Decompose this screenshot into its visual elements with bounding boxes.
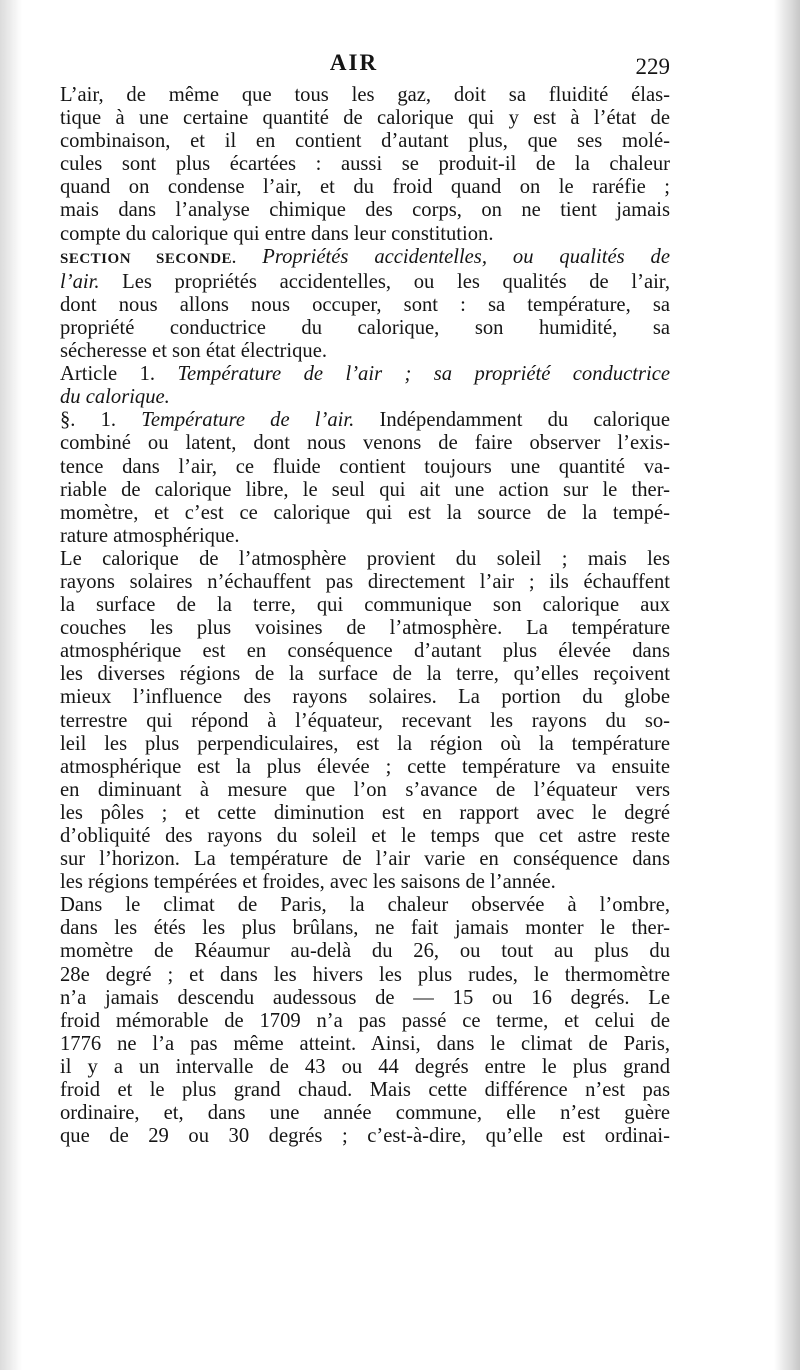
text-line [38, 246, 670, 271]
text-line: cules sont plus écartées : aussi se produit-il de la chaleur [60, 153, 670, 176]
text-line: les pôles ; et cette diminution est en rapport avec le degré [60, 801, 670, 824]
page-header [38, 50, 670, 84]
text-line: sur l’horizon. La température de l’air varie en conséquence dans [60, 848, 670, 871]
text-line: quand on condense l’air, et du froid quand on le raréfie ; [60, 176, 670, 199]
text-line: dans les étés les plus brûlans, ne fait jamais monter le ther- [60, 917, 670, 940]
text-line: rayons solaires n’échauffent pas directement l’air ; ils échauffent [60, 570, 670, 593]
text-line: tence dans l’air, ce fluide contient toujours une quantité va- [60, 455, 670, 478]
paragraph-mark: §. 1. [60, 409, 117, 432]
text-line: tique à une certaine quantité de calorique qui y est à l’état de [60, 107, 670, 130]
text-line [38, 363, 670, 386]
text-line: mais dans l’analyse chimique des corps, on ne tient jamais [60, 199, 670, 222]
text-line: propriété conductrice du calorique, son humidité, sa [60, 316, 670, 339]
section-heading-paragraph [38, 246, 670, 363]
text-line: atmosphérique est la plus élevée ; cette température va ensuite [60, 755, 670, 778]
paragraph-solar-heat [38, 548, 670, 894]
text-line [38, 271, 670, 294]
text-line: n’a jamais descendu audessous de — 15 ou 16 degrés. Le [60, 986, 670, 1009]
text-line: riable de calorique libre, le seul qui ait une action sur le ther- [60, 478, 670, 501]
text-line: il y a un intervalle de 43 ou 44 degrés entre le plus grand [60, 1055, 670, 1078]
text-line [38, 386, 670, 409]
text-line: les régions tempérées et froides, avec les saisons de l’année. [60, 871, 556, 894]
text-line: L’air, de même que tous les gaz, doit sa fluidité élas- [60, 84, 670, 106]
paragraph-air-elasticity [38, 84, 670, 246]
text-line: les diverses régions de la surface de la terre, qu’elles reçoivent [60, 663, 670, 686]
body-text [38, 84, 670, 1148]
subsection-text: Indépendamment du calorique [354, 409, 670, 432]
text-line: combiné ou latent, dont nous venons de faire observer l’exis- [60, 432, 670, 455]
section-title: Propriétés accidentelles, ou qualités de [262, 245, 670, 268]
text-line: froid mémorable de 1709 n’a pas passé ce terme, et celui de [60, 1009, 670, 1032]
text-line [38, 409, 670, 432]
text-line: que de 29 ou 30 degrés ; c’est-à-dire, qu’elle est ordinai- [60, 1125, 670, 1148]
text-line: d’obliquité des rayons du soleil et le temps que cet astre reste [60, 825, 670, 847]
text-line: compte du calorique qui entre dans leur constitution. [60, 222, 494, 245]
text-line: froid et le plus grand chaud. Mais cette différence n’est pas [60, 1079, 670, 1102]
text-line: leil les plus perpendiculaires, est la région où la température [60, 732, 670, 755]
text-line: atmosphérique est en conséquence d’autant plus élevée dans [60, 640, 670, 663]
article-title: Température de l’air ; sa propriété conductrice [177, 363, 670, 386]
text-line: 1776 ne l’a pas même atteint. Ainsi, dans le climat de Paris, [60, 1032, 670, 1055]
text-line: couches les plus voisines de l’atmosphère. La température [60, 617, 670, 640]
text-line: dont nous allons nous occuper, sont : sa température, sa [60, 293, 670, 316]
running-head: AIR [329, 50, 379, 75]
text-line: Le calorique de l’atmosphère provient du soleil ; mais les [60, 547, 670, 570]
text-line: en diminuant à mesure que l’on s’avance de l’équateur vers [60, 778, 670, 801]
text-line: momètre de Réaumur au-delà du 26, ou tout au plus du [60, 940, 670, 963]
text-line: la surface de la terre, qui communique son calorique aux [60, 594, 670, 617]
article-label: Article 1. [60, 363, 156, 386]
section-text: Les propriétés accidentelles, ou les qualités de l’air, [99, 270, 670, 293]
page-number: 229 [635, 54, 670, 79]
text-line: rature atmosphérique. [60, 524, 240, 547]
text-line: combinaison, et il en contient d’autant plus, que ses molé- [60, 130, 670, 153]
text-line: momètre, et c’est ce calorique qui est la source de la tempé- [60, 501, 670, 524]
text-line: ordinaire, et, dans une année commune, elle n’est guère [60, 1102, 670, 1125]
subsection-title: Température de l’air. [141, 409, 355, 432]
paragraph-temperature [38, 409, 670, 548]
section-title-continued: l’air. [60, 270, 100, 293]
text-line: Dans le climat de Paris, la chaleur observée à l’ombre, [60, 894, 670, 917]
section-label: SECTION SECONDE. [60, 250, 237, 267]
article-title-continued: du calorique. [60, 386, 170, 409]
text-line: mieux l’influence des rayons solaires. La portion du globe [60, 686, 670, 709]
paragraph-paris-climate [38, 894, 670, 1148]
article-heading [38, 363, 670, 409]
text-line: sécheresse et son état électrique. [60, 340, 328, 363]
text-line: 28e degré ; et dans les hivers les plus rudes, le thermomètre [60, 963, 670, 986]
text-line: terrestre qui répond à l’équateur, recevant les rayons du so- [60, 709, 670, 732]
